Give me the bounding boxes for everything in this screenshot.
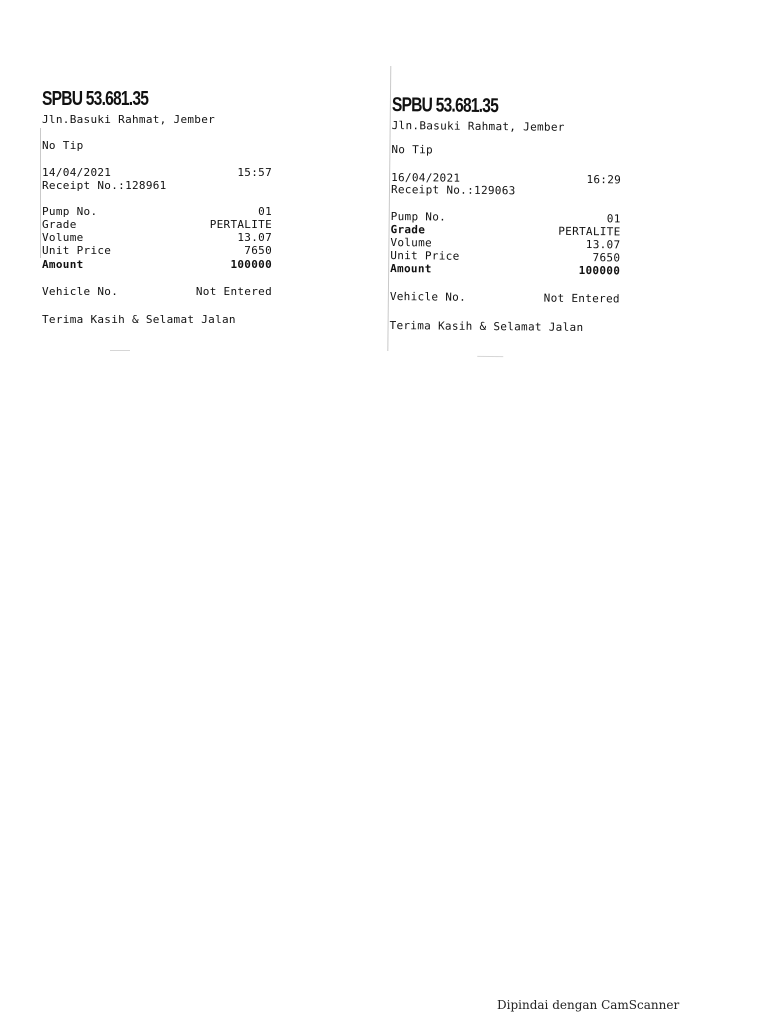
thank-you-message: Terima Kasih & Selamat Jalan (389, 318, 584, 335)
unit-price-label: Unit Price (390, 248, 460, 263)
amount-value: 100000 (230, 258, 272, 271)
vehicle-row (390, 290, 620, 305)
amount-label: Amount (390, 261, 432, 276)
amount-row (390, 262, 620, 277)
grade-value: PERTALITE (209, 218, 272, 231)
vehicle-label: Vehicle No. (389, 289, 467, 304)
thank-you-message: Terima Kasih & Selamat Jalan (42, 313, 236, 326)
scan-edge-mark (40, 128, 41, 258)
pump-label: Pump No. (390, 209, 447, 224)
receipt-number: Receipt No.:129063 (390, 182, 516, 198)
vehicle-label: Vehicle No. (42, 285, 119, 298)
pump-value: 01 (258, 205, 272, 218)
camscanner-watermark: Dipindai dengan CamScanner (497, 998, 680, 1012)
amount-value: 100000 (578, 263, 621, 278)
receipt-2 (389, 94, 632, 335)
volume-value: 13.07 (237, 231, 272, 244)
receipt-time: 16:29 (586, 173, 622, 187)
volume-value: 13.07 (585, 238, 621, 252)
date-time-row (42, 166, 272, 179)
station-address: Jln.Basuki Rahmat, Jember (42, 113, 216, 126)
grade-label: Grade (42, 218, 77, 231)
volume-row (42, 231, 272, 244)
unit-price-row (42, 244, 272, 257)
scan-smudge (477, 356, 503, 357)
scan-smudge (110, 350, 130, 351)
vehicle-value: Not Entered (195, 285, 272, 298)
vehicle-row (42, 285, 272, 298)
no-tip-label: No Tip (391, 142, 434, 157)
station-name: SPBU 53.681.35 (391, 94, 499, 118)
volume-label: Volume (42, 231, 84, 244)
unit-price-value: 7650 (244, 244, 272, 257)
pump-value: 01 (606, 212, 621, 226)
grade-label: Grade (390, 222, 426, 237)
station-address: Jln.Basuki Rahmat, Jember (391, 118, 565, 134)
receipt-date: 16/04/2021 (391, 170, 461, 185)
receipt-date: 14/04/2021 (42, 166, 112, 179)
volume-label: Volume (390, 235, 433, 250)
station-name: SPBU 53.681.35 (42, 88, 149, 110)
unit-price-value: 7650 (592, 251, 621, 265)
amount-label: Amount (42, 258, 84, 271)
vehicle-value: Not Entered (543, 291, 620, 306)
pump-label: Pump No. (42, 205, 98, 218)
pump-row (42, 205, 272, 218)
unit-price-label: Unit Price (42, 244, 112, 257)
receipt-time: 15:57 (237, 166, 272, 179)
grade-row (42, 218, 272, 231)
grade-value: PERTALITE (558, 224, 621, 239)
receipt-number: Receipt No.:128961 (42, 179, 167, 192)
amount-row (42, 258, 272, 271)
no-tip-label: No Tip (42, 139, 84, 152)
scan-edge-mark (387, 66, 391, 351)
